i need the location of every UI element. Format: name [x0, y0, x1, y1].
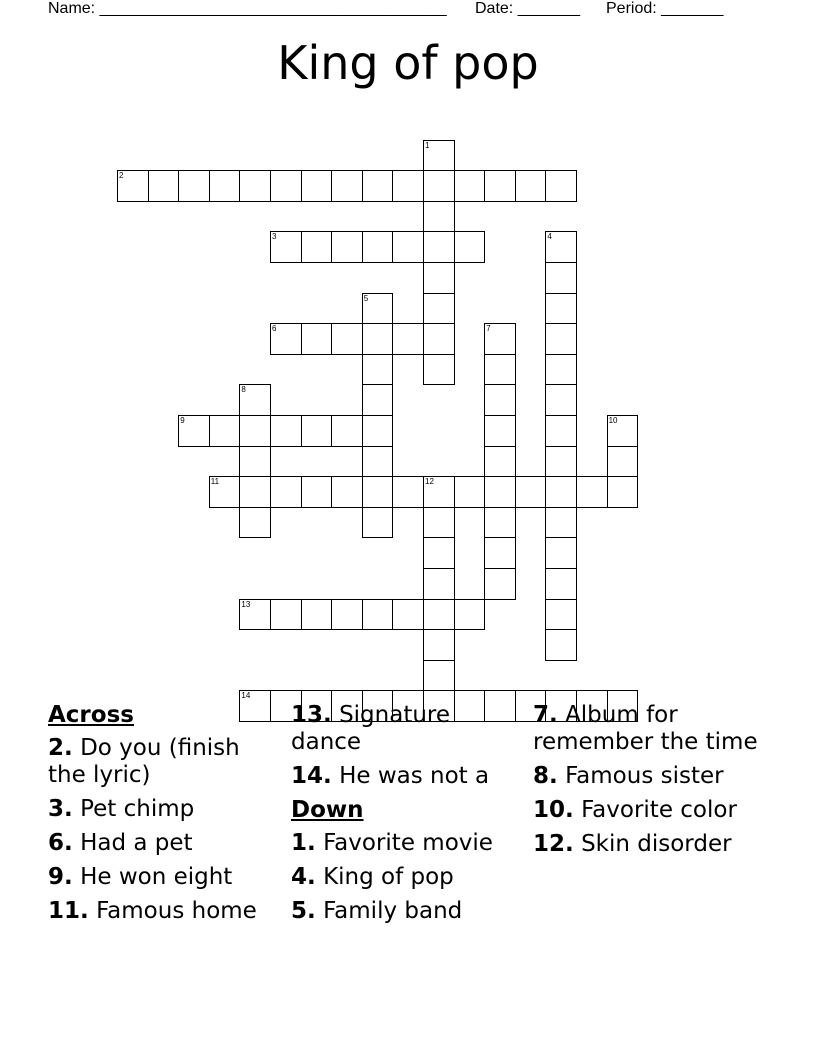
- clue-across-11: [48, 898, 278, 925]
- grid-cell[interactable]: [362, 170, 394, 202]
- grid-cell[interactable]: [331, 231, 363, 263]
- grid-cell[interactable]: [362, 507, 394, 539]
- clue-text: Famous sister: [565, 763, 724, 789]
- grid-cell[interactable]: [331, 170, 363, 202]
- grid-cell[interactable]: [484, 354, 516, 386]
- cell-number: 1: [425, 140, 430, 150]
- grid-cell[interactable]: [545, 476, 577, 508]
- clue-text: He won eight: [80, 864, 233, 890]
- grid-cell[interactable]: [423, 262, 455, 294]
- clue-number: 9.: [48, 864, 73, 890]
- grid-cell[interactable]: [239, 476, 271, 508]
- clue-text: Do you (finish the lyric): [48, 735, 240, 788]
- grid-cell[interactable]: [607, 476, 639, 508]
- grid-cell[interactable]: [454, 231, 486, 263]
- grid-cell[interactable]: [545, 384, 577, 416]
- grid-cell[interactable]: [607, 446, 639, 478]
- grid-cell[interactable]: [545, 568, 577, 600]
- clue-number: 13.: [291, 702, 332, 728]
- clue-text: Album for remember the time: [533, 702, 758, 755]
- clue-number: 10.: [533, 797, 574, 823]
- grid-cell[interactable]: [178, 415, 210, 447]
- grid-cell[interactable]: [515, 476, 547, 508]
- grid-cell[interactable]: [209, 415, 241, 447]
- grid-cell[interactable]: [423, 537, 455, 569]
- clue-down-12: [533, 831, 773, 858]
- grid-cell[interactable]: [331, 323, 363, 355]
- clue-down-8: [533, 763, 773, 790]
- down-heading: Down: [291, 797, 364, 823]
- grid-cell[interactable]: [239, 599, 271, 631]
- grid-cell[interactable]: [423, 201, 455, 233]
- grid-cell[interactable]: [301, 476, 333, 508]
- grid-cell[interactable]: [301, 231, 333, 263]
- clue-across-14: [291, 763, 526, 790]
- grid-cell[interactable]: [484, 415, 516, 447]
- grid-cell[interactable]: [270, 415, 302, 447]
- grid-cell[interactable]: [423, 476, 455, 508]
- grid-cell[interactable]: [362, 384, 394, 416]
- grid-cell[interactable]: [484, 568, 516, 600]
- grid-cell[interactable]: [362, 446, 394, 478]
- grid-cell[interactable]: [331, 415, 363, 447]
- clue-down-1: [291, 830, 526, 857]
- grid-cell[interactable]: [545, 170, 577, 202]
- grid-cell[interactable]: [178, 170, 210, 202]
- clue-text: He was not a: [339, 763, 490, 789]
- clue-text: Famous home: [96, 898, 257, 924]
- grid-cell[interactable]: [545, 507, 577, 539]
- clue-number: 12.: [533, 831, 574, 857]
- grid-cell[interactable]: [209, 476, 241, 508]
- grid-cell[interactable]: [545, 415, 577, 447]
- grid-cell[interactable]: [484, 507, 516, 539]
- grid-cell[interactable]: [239, 446, 271, 478]
- clue-across-2: [48, 735, 278, 789]
- cell-number: 6: [272, 324, 277, 334]
- grid-cell[interactable]: [301, 323, 333, 355]
- grid-cell[interactable]: [545, 446, 577, 478]
- clue-number: 7.: [533, 702, 558, 728]
- grid-cell[interactable]: [239, 415, 271, 447]
- clue-text: Skin disorder: [581, 831, 732, 857]
- clue-column-1: [48, 702, 278, 932]
- clue-number: 4.: [291, 864, 316, 890]
- grid-cell[interactable]: [392, 476, 424, 508]
- clue-text: Favorite movie: [323, 830, 493, 856]
- clue-text: Pet chimp: [80, 796, 195, 822]
- clue-text: King of pop: [323, 864, 454, 890]
- clue-number: 5.: [291, 898, 316, 924]
- grid-cell[interactable]: [545, 537, 577, 569]
- grid-cell[interactable]: [484, 323, 516, 355]
- grid-cell[interactable]: [301, 415, 333, 447]
- grid-cell[interactable]: [331, 476, 363, 508]
- clue-column-2: [291, 702, 526, 932]
- grid-cell[interactable]: [362, 476, 394, 508]
- grid-cell[interactable]: [484, 170, 516, 202]
- grid-cell[interactable]: [545, 262, 577, 294]
- grid-cell[interactable]: [515, 170, 547, 202]
- clue-text: Favorite color: [581, 797, 737, 823]
- grid-cell[interactable]: [423, 660, 455, 692]
- grid-cell[interactable]: [362, 231, 394, 263]
- grid-cell[interactable]: [209, 170, 241, 202]
- grid-cell[interactable]: [423, 170, 455, 202]
- clue-text: Had a pet: [80, 830, 193, 856]
- cell-number: 11: [210, 477, 220, 487]
- clue-text: Signature dance: [291, 702, 451, 755]
- puzzle-title: King of pop: [277, 36, 539, 90]
- clue-number: 1.: [291, 830, 316, 856]
- cell-number: 5: [363, 293, 369, 303]
- grid-cell[interactable]: [607, 415, 639, 447]
- date-field[interactable]: Date: _______: [475, 0, 580, 17]
- clue-down-7: [533, 702, 773, 756]
- across-heading: Across: [48, 702, 134, 728]
- grid-cell[interactable]: [392, 170, 424, 202]
- grid-cell[interactable]: [301, 170, 333, 202]
- grid-cell[interactable]: [270, 231, 302, 263]
- grid-cell[interactable]: [423, 323, 455, 355]
- clue-across-6: [48, 830, 278, 857]
- grid-cell[interactable]: [362, 354, 394, 386]
- clue-column-3: [533, 702, 773, 865]
- grid-cell[interactable]: [423, 293, 455, 325]
- grid-cell[interactable]: [484, 446, 516, 478]
- cell-number: 10: [608, 416, 618, 425]
- grid-cell[interactable]: [576, 476, 608, 508]
- cell-number: 12: [425, 477, 434, 487]
- grid-cell[interactable]: [423, 568, 455, 600]
- grid-cell[interactable]: [117, 170, 149, 202]
- clue-across-13: [291, 702, 526, 756]
- period-field[interactable]: Period: _______: [606, 0, 724, 17]
- grid-cell[interactable]: [239, 384, 271, 416]
- clue-down-10: [533, 797, 773, 824]
- grid-cell[interactable]: [148, 170, 180, 202]
- clue-down-5: [291, 898, 526, 925]
- grid-cell[interactable]: [484, 384, 516, 416]
- clue-number: 8.: [533, 763, 558, 789]
- grid-cell[interactable]: [484, 537, 516, 569]
- grid-cell[interactable]: [484, 476, 516, 508]
- grid-cell[interactable]: [423, 507, 455, 539]
- clue-across-3: [48, 796, 278, 823]
- grid-cell[interactable]: [423, 140, 455, 172]
- grid-cell[interactable]: [545, 599, 577, 631]
- cell-number: 9: [180, 416, 185, 425]
- grid-cell[interactable]: [454, 599, 486, 631]
- cell-number: 14: [241, 691, 251, 701]
- grid-cell[interactable]: [423, 599, 455, 631]
- grid-cell[interactable]: [545, 323, 577, 355]
- clue-down-4: [291, 864, 526, 891]
- cell-number: 3: [272, 232, 277, 242]
- grid-cell[interactable]: [545, 293, 577, 325]
- grid-cell[interactable]: [362, 323, 394, 355]
- grid-cell[interactable]: [362, 599, 394, 631]
- grid-cell[interactable]: [239, 170, 271, 202]
- clue-number: 11.: [48, 898, 89, 924]
- clue-number: 6.: [48, 830, 73, 856]
- grid-cell[interactable]: [362, 415, 394, 447]
- clue-text: Family band: [323, 898, 463, 924]
- clue-number: 3.: [48, 796, 73, 822]
- grid-cell[interactable]: [239, 507, 271, 539]
- clue-number: 2.: [48, 735, 73, 761]
- grid-cell[interactable]: [392, 323, 424, 355]
- grid-cell[interactable]: [454, 476, 486, 508]
- cell-number: 7: [486, 324, 491, 334]
- grid-cell[interactable]: [331, 599, 363, 631]
- clue-number: 14.: [291, 763, 332, 789]
- grid-cell[interactable]: [423, 629, 455, 661]
- grid-cell[interactable]: [362, 293, 394, 325]
- grid-cell[interactable]: [270, 323, 302, 355]
- grid-cell[interactable]: [301, 599, 333, 631]
- grid-cell[interactable]: [270, 476, 302, 508]
- grid-cell[interactable]: [545, 354, 577, 386]
- clue-across-9: [48, 864, 278, 891]
- name-field[interactable]: Name: _______________________________________: [48, 0, 447, 17]
- cell-number: 2: [119, 171, 124, 181]
- grid-cell[interactable]: [392, 231, 424, 263]
- grid-cell[interactable]: [454, 170, 486, 202]
- grid-cell[interactable]: [545, 231, 577, 263]
- grid-cell[interactable]: [392, 599, 424, 631]
- grid-cell[interactable]: [270, 170, 302, 202]
- grid-cell[interactable]: [423, 231, 455, 263]
- cell-number: 4: [547, 232, 552, 242]
- grid-cell[interactable]: [545, 629, 577, 661]
- cell-number: 13: [241, 599, 251, 609]
- cell-number: 8: [241, 385, 246, 395]
- grid-cell[interactable]: [270, 599, 302, 631]
- grid-cell[interactable]: [423, 354, 455, 386]
